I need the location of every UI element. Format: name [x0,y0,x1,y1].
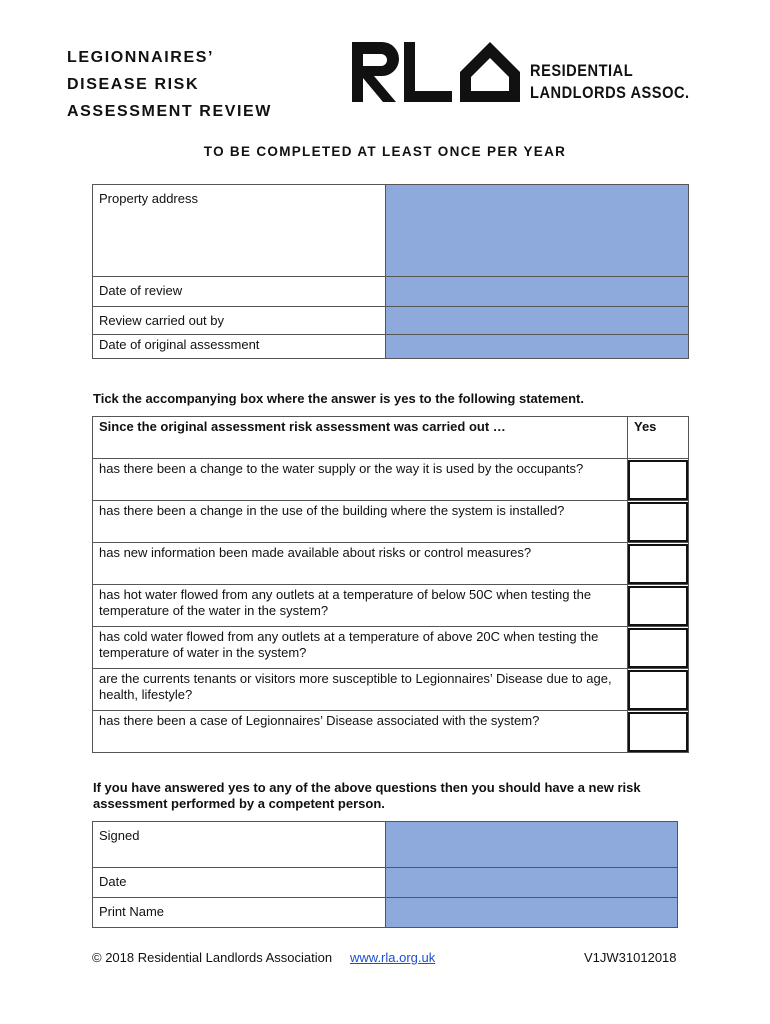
table-row [93,822,678,868]
question-text: has new information been made available about risks or control measures? [93,543,628,585]
table-row [93,277,689,307]
yes-column-header: Yes [628,417,689,459]
yes-checkbox[interactable] [628,670,688,710]
property-address-label: Property address [93,185,386,277]
table-row [93,868,678,898]
review-by-field[interactable] [386,307,689,335]
date-of-review-field[interactable] [386,277,689,307]
question-text: has there been a change to the water supply or the way it is used by the occupants? [93,459,628,501]
original-assessment-date-label: Date of original assessment [93,335,386,359]
property-address-field[interactable] [386,185,689,277]
table-row [93,335,689,359]
table-row [93,585,689,627]
yes-checkbox[interactable] [628,712,688,752]
title-line-2: DISEASE RISK [67,76,200,93]
question-text: has cold water flowed from any outlets at a temperature of above 20C when testing the temperature of water in the system? [93,627,628,669]
table-row [93,459,689,501]
table-row [93,669,689,711]
question-text: has hot water flowed from any outlets at a temperature of below 50C when testing the temperature of the water in the system? [93,585,628,627]
signed-field[interactable] [386,822,678,868]
yes-checkbox[interactable] [628,460,688,500]
print-name-label: Print Name [93,898,386,928]
yes-checkbox[interactable] [628,502,688,542]
footer-copyright: © 2018 Residential Landlords Association [92,950,333,965]
review-by-label: Review carried out by [93,307,386,335]
questions-header: Since the original assessment risk assessment was carried out … [93,417,628,459]
footer-website-link[interactable]: www.rla.org.uk [350,950,436,965]
yes-checkbox[interactable] [628,628,688,668]
yes-checkbox[interactable] [628,586,688,626]
original-assessment-date-field[interactable] [386,335,689,359]
advice-text: If you have answered yes to any of the above questions then you should have a new risk assessment performed by a competent person. [93,780,641,811]
property-details-table [92,184,689,359]
date-label: Date [93,868,386,898]
date-of-review-label: Date of review [93,277,386,307]
title-line-3: ASSESSMENT REVIEW [67,103,273,120]
table-row [93,627,689,669]
date-field[interactable] [386,868,678,898]
rla-logo [352,38,692,108]
logo-line-2: LANDLORDS ASSOC. [530,83,690,102]
logo-line-1: RESIDENTIAL [530,61,634,80]
question-text: has there been a case of Legionnaires’ Disease associated with the system? [93,711,628,753]
question-text: has there been a change in the use of the building where the system is installed? [93,501,628,543]
print-name-field[interactable] [386,898,678,928]
logo-wordmark [530,60,690,104]
subtitle: TO BE COMPLETED AT LEAST ONCE PER YEAR [203,144,567,159]
table-row [93,185,689,277]
question-text: are the currents tenants or visitors more susceptible to Legionnaires’ Disease due to age, health, lifestyle? [93,669,628,711]
questions-table [92,416,689,753]
document-title [67,44,327,125]
table-row [93,898,678,928]
table-row [93,501,689,543]
title-line-1: LEGIONNAIRES’ [67,49,215,66]
instruction-text: Tick the accompanying box where the answer is yes to the following statement. [93,391,584,406]
signed-label: Signed [93,822,386,868]
questions-header-row [93,417,689,459]
table-row [93,543,689,585]
yes-checkbox[interactable] [628,544,688,584]
signoff-table [92,821,678,928]
table-row [93,307,689,335]
table-row [93,711,689,753]
rla-logo-mark [352,38,522,104]
footer-version: V1JW31012018 [584,950,677,965]
